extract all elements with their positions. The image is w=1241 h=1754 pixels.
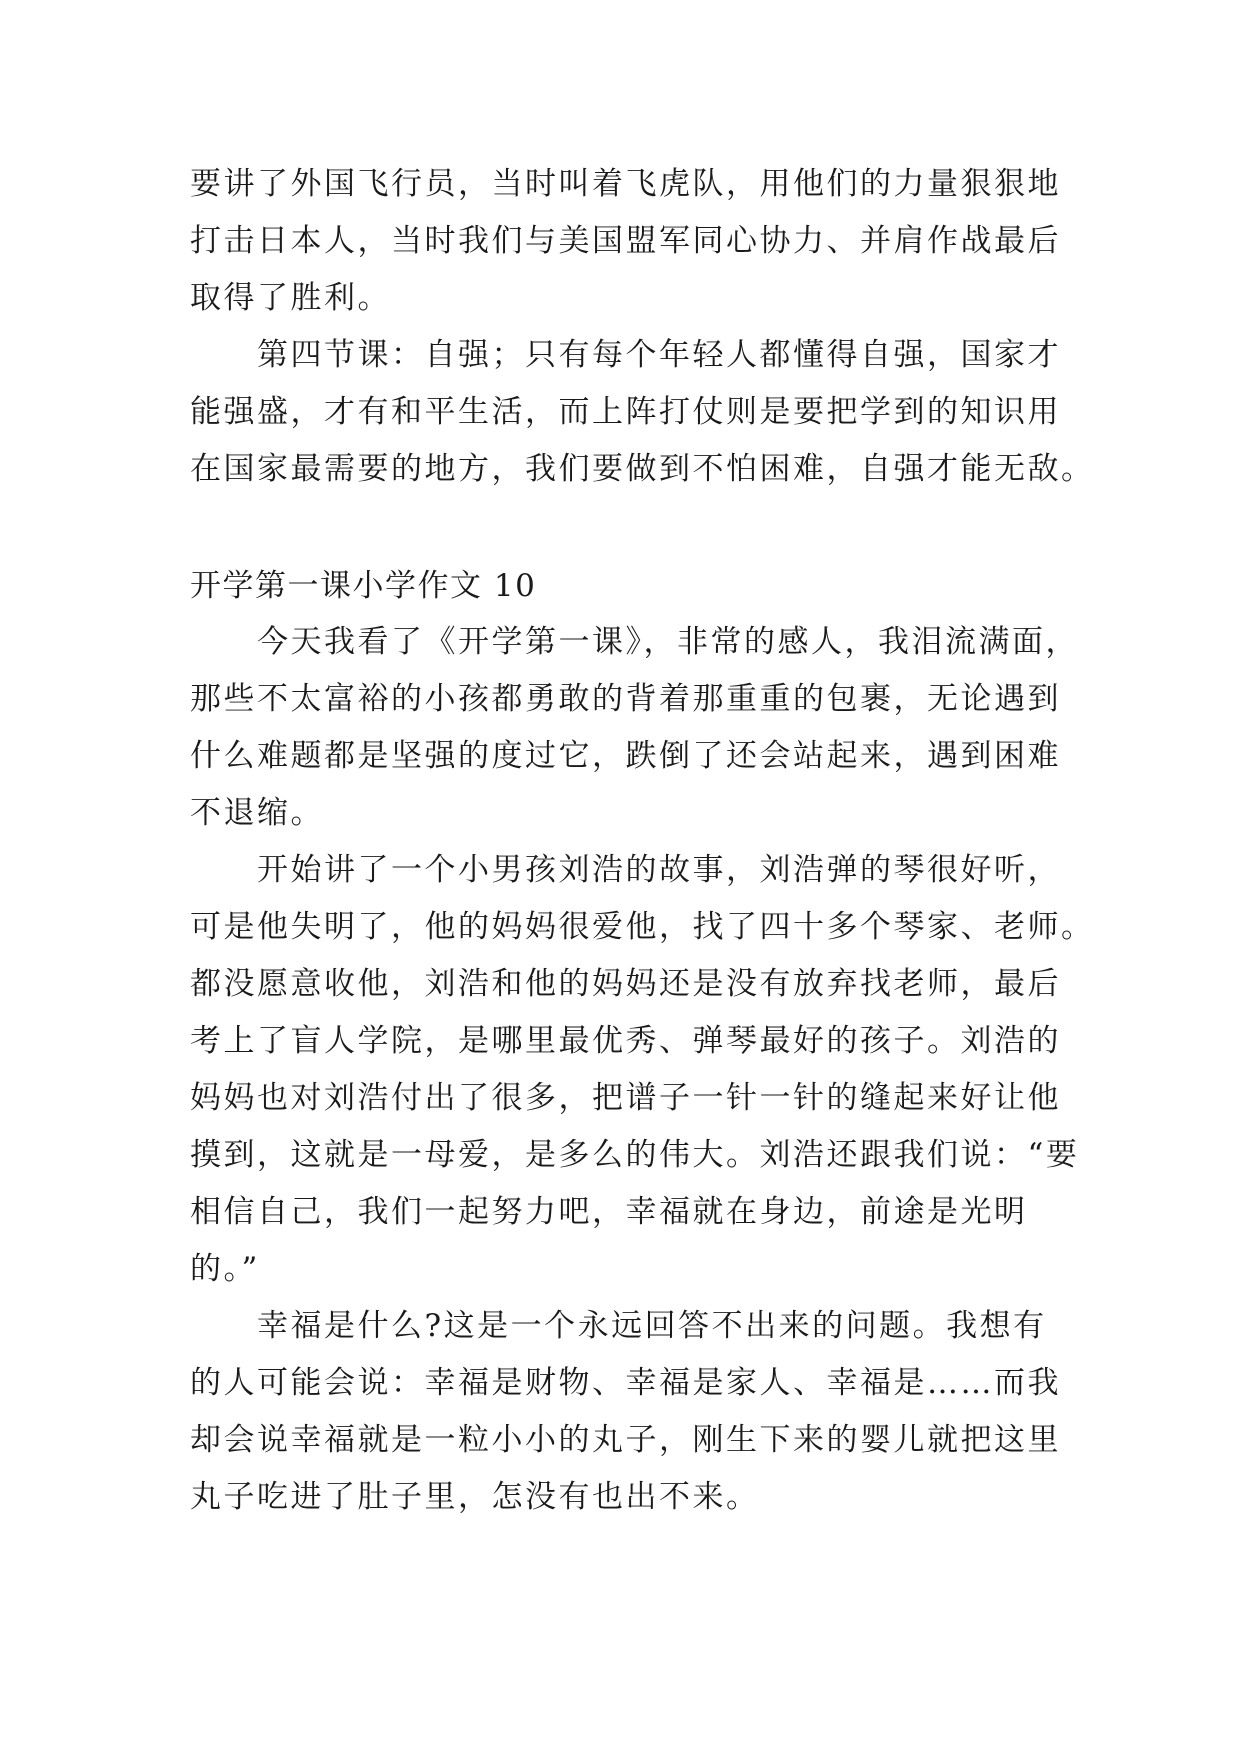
- text-line: 要讲了外国飞行员，当时叫着飞虎队，用他们的力量狠狠地: [190, 166, 1061, 202]
- text-line: 考上了盲人学院，是哪里最优秀、弹琴最好的孩子。刘浩的: [190, 1023, 1061, 1059]
- text-line: 摸到，这就是一母爱，是多么的伟大。刘浩还跟我们说：“要: [190, 1137, 1080, 1173]
- text-line: 妈妈也对刘浩付出了很多，把谱子一针一针的缝起来好让他: [190, 1080, 1061, 1116]
- text-line: 今天我看了《开学第一课》，非常的感人，我泪流满面，: [190, 624, 1079, 660]
- text-line: 的。”: [190, 1251, 260, 1287]
- text-line: 开始讲了一个小男孩刘浩的故事，刘浩弹的琴很好听，: [190, 852, 1061, 888]
- section-title: 开学第一课小学作文 10: [190, 568, 537, 604]
- text-line: 能强盛，才有和平生活，而上阵打仗则是要把学到的知识用: [190, 394, 1061, 430]
- text-line: 打击日本人，当时我们与美国盟军同心协力、并肩作战最后: [190, 223, 1061, 259]
- text-line: 可是他失明了，他的妈妈很爱他，找了四十多个琴家、老师。: [190, 909, 1095, 945]
- text-line: 却会说幸福就是一粒小小的丸子，刚生下来的婴儿就把这里: [190, 1422, 1061, 1458]
- text-line: 丸子吃进了肚子里，怎没有也出不来。: [190, 1479, 760, 1515]
- text-line: 那些不太富裕的小孩都勇敢的背着那重重的包裹，无论遇到: [190, 681, 1061, 717]
- text-line: 不退缩。: [190, 795, 324, 831]
- text-line: 的人可能会说：幸福是财物、幸福是家人、幸福是……而我: [190, 1365, 1061, 1401]
- text-line: 第四节课：自强；只有每个年轻人都懂得自强，国家才: [190, 337, 1061, 373]
- text-line: 取得了胜利。: [190, 280, 391, 316]
- text-line: 什么难题都是坚强的度过它，跌倒了还会站起来，遇到困难: [190, 738, 1061, 774]
- text-line: 在国家最需要的地方，我们要做到不怕困难，自强才能无敌。: [190, 451, 1095, 487]
- text-line: 相信自己，我们一起努力吧，幸福就在身边，前途是光明: [190, 1194, 1028, 1230]
- text-line: 幸福是什么?这是一个永远回答不出来的问题。我想有: [190, 1308, 1047, 1344]
- text-line: 都没愿意收他，刘浩和他的妈妈还是没有放弃找老师，最后: [190, 966, 1061, 1002]
